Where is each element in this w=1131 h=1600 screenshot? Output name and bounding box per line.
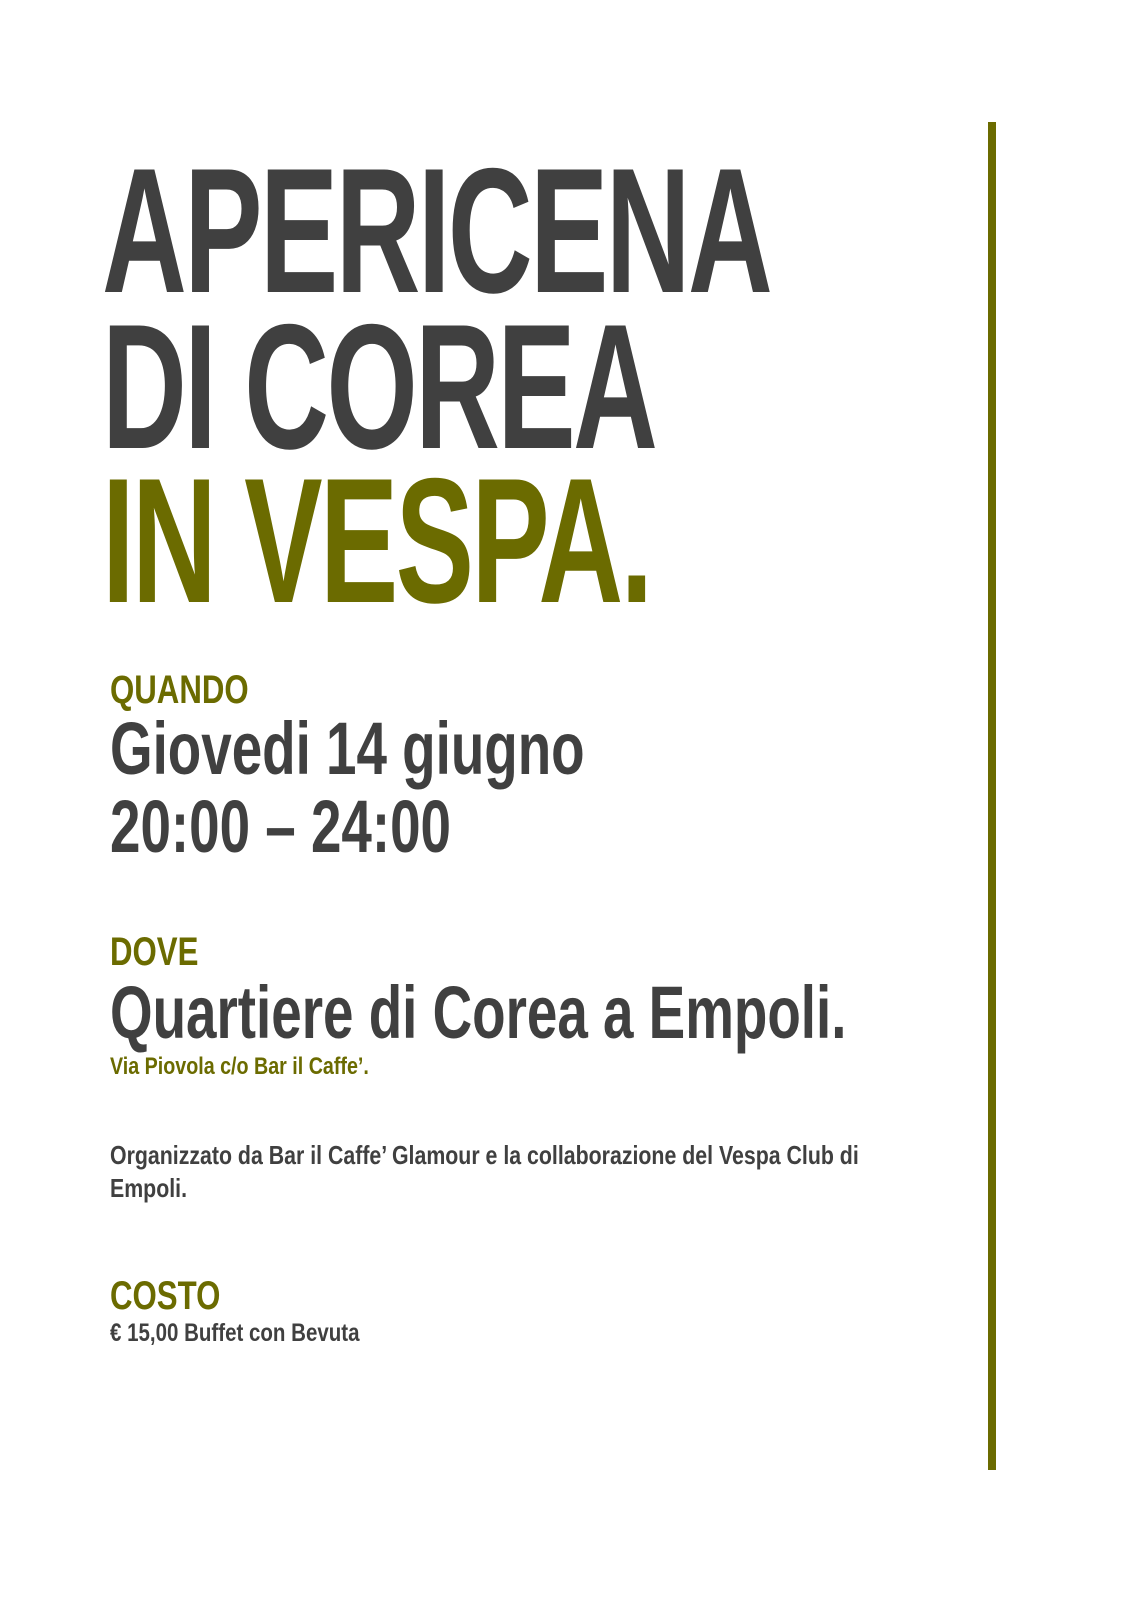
cost-label: COSTO xyxy=(110,1274,221,1318)
vertical-accent-rule xyxy=(988,122,996,1470)
event-place: Quartiere di Corea a Empoli. xyxy=(110,971,847,1054)
organizer-note: Organizzato da Bar il Caffe’ Glamour e la collaborazione del Vespa Club di Empoli. xyxy=(110,1140,859,1203)
cost-value: € 15,00 Buffet con Bevuta xyxy=(110,1319,360,1347)
headline-line-2: DI COREA xyxy=(102,287,656,486)
when-label: QUANDO xyxy=(110,668,249,712)
where-label: DOVE xyxy=(110,930,199,974)
event-time: 20:00 – 24:00 xyxy=(110,785,452,868)
headline-line-1: APERICENA xyxy=(102,131,771,330)
event-address: Via Piovola c/o Bar il Caffe’. xyxy=(110,1053,369,1080)
event-date: Giovedi 14 giugno xyxy=(110,707,585,790)
headline-line-3: IN VESPA. xyxy=(102,441,651,640)
